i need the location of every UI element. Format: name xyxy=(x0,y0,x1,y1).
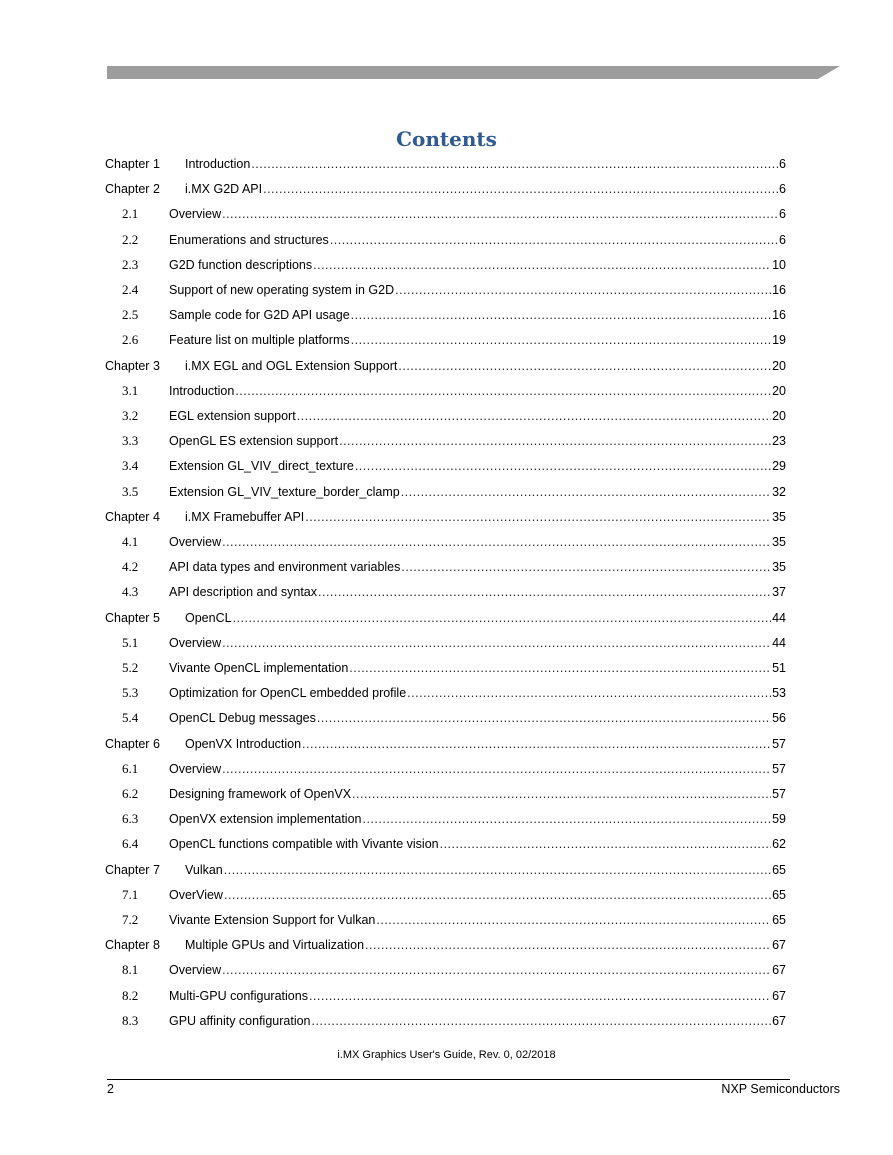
toc-entry-page: 6 xyxy=(779,182,786,197)
toc-entry-number: 7.1 xyxy=(122,886,139,902)
dot-leader xyxy=(233,607,772,629)
dot-leader xyxy=(251,153,778,175)
toc-entry-link[interactable] xyxy=(169,959,786,981)
toc-entry[interactable] xyxy=(0,254,893,276)
toc-entry-number: 5.1 xyxy=(122,634,139,650)
dot-leader xyxy=(318,581,771,603)
toc-entry[interactable] xyxy=(0,859,893,881)
dot-leader xyxy=(317,707,771,729)
toc-entry[interactable] xyxy=(0,934,893,956)
toc-entry[interactable] xyxy=(0,985,893,1007)
toc-entry[interactable] xyxy=(0,229,893,251)
toc-entry-link[interactable] xyxy=(169,808,786,830)
toc-entry-number: 3.4 xyxy=(122,458,139,474)
toc-entry-title: OpenCL Debug messages xyxy=(169,711,316,726)
dot-leader xyxy=(313,254,771,276)
toc-entry-page: 35 xyxy=(772,535,786,549)
toc-entry-number: Chapter 4 xyxy=(105,509,160,524)
toc-entry-link[interactable] xyxy=(185,506,786,528)
toc-entry-link[interactable] xyxy=(169,985,786,1007)
toc-entry-number: 4.1 xyxy=(122,534,139,549)
toc-entry[interactable] xyxy=(0,909,893,931)
toc-entry-page: 32 xyxy=(772,484,786,499)
toc-entry-link[interactable] xyxy=(169,657,786,679)
toc-entry[interactable] xyxy=(0,783,893,805)
toc-entry[interactable] xyxy=(0,329,893,351)
toc-entry-link[interactable] xyxy=(169,833,786,855)
toc-entry[interactable] xyxy=(0,1010,893,1032)
footer-page-number: 2 xyxy=(107,1082,114,1096)
toc-entry[interactable] xyxy=(0,959,893,981)
toc-entry-number: 8.1 xyxy=(122,962,139,978)
toc-entry-page: 16 xyxy=(772,308,786,323)
toc-entry-link[interactable] xyxy=(185,607,786,629)
toc-entry[interactable] xyxy=(0,632,893,654)
toc-entry-title: Vivante Extension Support for Vulkan xyxy=(169,913,376,927)
toc-entry-link[interactable] xyxy=(185,355,786,377)
toc-entry-link[interactable] xyxy=(185,733,786,755)
toc-entry-number: Chapter 1 xyxy=(105,157,160,171)
toc-entry-page: 59 xyxy=(772,812,786,827)
dot-leader xyxy=(398,355,771,377)
toc-entry[interactable] xyxy=(0,430,893,452)
toc-entry-link[interactable] xyxy=(169,707,786,729)
toc-entry-page: 35 xyxy=(772,560,786,575)
toc-entry-title: Overview xyxy=(169,207,222,222)
footer-doc-title: i.MX Graphics User's Guide, Rev. 0, 02/2018 xyxy=(337,1049,556,1061)
footer-divider xyxy=(107,1079,790,1080)
toc-entry[interactable] xyxy=(0,758,893,780)
dot-leader xyxy=(222,203,778,225)
toc-entry-title: Optimization for OpenCL embedded profile xyxy=(169,686,407,701)
toc-entry-number: Chapter 5 xyxy=(105,610,160,625)
toc-entry-page: 65 xyxy=(772,887,786,902)
toc-entry[interactable] xyxy=(0,707,893,729)
toc-entry-number: Chapter 6 xyxy=(105,736,160,751)
toc-entry-number: 6.4 xyxy=(122,836,139,852)
toc-entry[interactable] xyxy=(0,657,893,679)
toc-entry-link[interactable] xyxy=(169,203,786,225)
dot-leader xyxy=(401,556,771,578)
toc-entry-page: 65 xyxy=(772,913,786,927)
toc-entry[interactable] xyxy=(0,355,893,377)
toc-entry-link[interactable] xyxy=(169,1010,786,1032)
toc-entry-number: Chapter 2 xyxy=(105,182,160,197)
toc-entry-number: 3.5 xyxy=(122,483,139,499)
dot-leader xyxy=(222,531,771,553)
toc-entry-page: 57 xyxy=(772,761,786,776)
footer-company: NXP Semiconductors xyxy=(721,1082,840,1096)
toc-entry-title: Overview xyxy=(169,963,222,978)
toc-entry[interactable] xyxy=(0,481,893,503)
toc-entry-page: 10 xyxy=(772,257,786,272)
toc-entry-link[interactable] xyxy=(169,783,786,805)
toc-entry-number: 5.2 xyxy=(122,660,139,675)
toc-entry-link[interactable] xyxy=(169,632,786,654)
toc-entry-title: Extension GL_VIV_texture_border_clamp xyxy=(169,484,400,499)
toc-entry-title: Overview xyxy=(169,635,222,650)
dot-leader xyxy=(339,430,771,452)
dot-leader xyxy=(351,304,771,326)
toc-entry[interactable] xyxy=(0,682,893,704)
toc-entry-number: 3.3 xyxy=(122,433,139,449)
toc-entry-page: 20 xyxy=(772,409,786,423)
toc-entry-title: Support of new operating system in G2D xyxy=(169,283,395,297)
toc-entry-title: Introduction xyxy=(169,383,235,398)
toc-entry-page: 23 xyxy=(772,434,786,449)
toc-entry-link[interactable] xyxy=(169,380,786,402)
toc-entry-number: 5.3 xyxy=(122,685,139,701)
toc-entry-title: OpenCL functions compatible with Vivante vision xyxy=(169,837,439,852)
toc-entry-title: GPU affinity configuration xyxy=(169,1013,311,1028)
toc-entry-link[interactable] xyxy=(169,909,786,931)
toc-entry[interactable] xyxy=(0,733,893,755)
toc-entry-number: 2.5 xyxy=(122,307,139,323)
toc-entry[interactable] xyxy=(0,153,893,175)
toc-entry-page: 67 xyxy=(772,963,786,978)
toc-entry-page: 51 xyxy=(772,661,786,675)
toc-entry-title: G2D function descriptions xyxy=(169,257,313,272)
toc-entry-link[interactable] xyxy=(185,153,786,175)
toc-entry-link[interactable] xyxy=(185,934,786,956)
toc-entry-number: 7.2 xyxy=(122,912,139,927)
toc-entry-page: 20 xyxy=(772,358,786,373)
toc-entry-title: API data types and environment variables xyxy=(169,560,401,575)
toc-entry-number: 2.1 xyxy=(122,206,139,222)
toc-entry-title: i.MX Framebuffer API xyxy=(185,509,305,524)
toc-entry-page: 67 xyxy=(772,988,786,1003)
toc-entry-link[interactable] xyxy=(169,556,786,578)
toc-entry[interactable] xyxy=(0,405,893,427)
toc-entry-page: 56 xyxy=(772,711,786,726)
toc-entry[interactable] xyxy=(0,808,893,830)
toc-entry-page: 6 xyxy=(779,157,786,171)
toc-entry-page: 6 xyxy=(779,207,786,222)
toc-entry-link[interactable] xyxy=(169,481,786,503)
dot-leader xyxy=(365,934,771,956)
toc-entry-number: 3.2 xyxy=(122,408,139,423)
toc-entry-title: Feature list on multiple platforms xyxy=(169,333,350,348)
toc-entry-number: 6.1 xyxy=(122,760,139,776)
toc-entry-link[interactable] xyxy=(169,304,786,326)
dot-leader xyxy=(330,229,778,251)
toc-entry-number: 2.4 xyxy=(122,282,139,297)
toc-entry-link[interactable] xyxy=(169,254,786,276)
toc-entry-page: 67 xyxy=(772,938,786,953)
toc-entry-page: 67 xyxy=(772,1013,786,1028)
dot-leader xyxy=(235,380,771,402)
toc-entry-link[interactable] xyxy=(169,884,786,906)
toc-entry[interactable] xyxy=(0,556,893,578)
toc-entry-link[interactable] xyxy=(169,758,786,780)
toc-entry[interactable] xyxy=(0,531,893,553)
toc-entry-number: 2.6 xyxy=(122,332,139,348)
toc-entry[interactable] xyxy=(0,380,893,402)
toc-entry-number: Chapter 7 xyxy=(105,862,160,877)
toc-entry-title: Multi-GPU configurations xyxy=(169,988,308,1003)
toc-entry[interactable] xyxy=(0,203,893,225)
toc-entry[interactable] xyxy=(0,581,893,603)
dot-leader xyxy=(222,632,771,654)
toc-entry-title: Extension GL_VIV_direct_texture xyxy=(169,459,354,474)
toc-entry-page: 6 xyxy=(779,232,786,247)
dot-leader xyxy=(351,329,771,351)
toc-entry-page: 37 xyxy=(772,585,786,600)
toc-entry-page: 44 xyxy=(772,635,786,650)
dot-leader xyxy=(305,506,771,528)
toc-entry-number: 2.3 xyxy=(122,256,139,272)
toc-entry-title: Sample code for G2D API usage xyxy=(169,308,350,323)
toc-entry-link[interactable] xyxy=(169,682,786,704)
dot-leader xyxy=(352,783,771,805)
dot-leader xyxy=(297,405,771,427)
dot-leader xyxy=(407,682,771,704)
toc-entry-title: OpenGL ES extension support xyxy=(169,434,339,449)
header-bar xyxy=(107,66,840,79)
toc-entry-number: 3.1 xyxy=(122,382,139,398)
toc-entry-number: 2.2 xyxy=(122,231,139,247)
toc-entry-title: i.MX G2D API xyxy=(185,182,263,197)
toc-entry-page: 35 xyxy=(772,509,786,524)
toc-entry-page: 16 xyxy=(772,283,786,297)
toc-entry[interactable] xyxy=(0,884,893,906)
toc-entry-number: 6.3 xyxy=(122,811,139,827)
dot-leader xyxy=(222,758,771,780)
toc-entry-number: 5.4 xyxy=(122,710,139,726)
toc-entry-title: Overview xyxy=(169,761,222,776)
toc-entry-number: 8.3 xyxy=(122,1012,139,1028)
toc-entry-title: Designing framework of OpenVX xyxy=(169,787,352,801)
toc-entry-number: 8.2 xyxy=(122,987,139,1003)
dot-leader xyxy=(309,985,771,1007)
dot-leader xyxy=(349,657,771,679)
toc-entry-link[interactable] xyxy=(169,329,786,351)
toc-entry[interactable] xyxy=(0,304,893,326)
page-title: Contents xyxy=(396,127,497,151)
toc-entry-page: 29 xyxy=(772,459,786,474)
toc-entry-page: 57 xyxy=(772,787,786,801)
toc-entry[interactable] xyxy=(0,178,893,200)
dot-leader xyxy=(376,909,771,931)
toc-entry-link[interactable] xyxy=(185,178,786,200)
dot-leader xyxy=(312,1010,772,1032)
toc-entry[interactable] xyxy=(0,506,893,528)
toc-entry[interactable] xyxy=(0,455,893,477)
toc-entry-title: OpenVX extension implementation xyxy=(169,812,362,827)
dot-leader xyxy=(263,178,778,200)
dot-leader xyxy=(401,481,771,503)
toc-entry-title: Introduction xyxy=(185,157,251,171)
toc-entry-link[interactable] xyxy=(169,531,786,553)
toc-entry-title: Multiple GPUs and Virtualization xyxy=(185,938,365,953)
toc-entry-link[interactable] xyxy=(169,581,786,603)
dot-leader xyxy=(395,279,771,301)
toc-entry-title: OpenCL xyxy=(185,610,232,625)
toc-entry-number: Chapter 3 xyxy=(105,358,160,373)
toc-entry-title: Vivante OpenCL implementation xyxy=(169,661,349,675)
toc-entry-title: Enumerations and structures xyxy=(169,232,329,247)
toc-entry-page: 19 xyxy=(772,333,786,348)
toc-entry-number: Chapter 8 xyxy=(105,938,160,953)
toc-entry-link[interactable] xyxy=(169,279,786,301)
toc-entry-title: Overview xyxy=(169,535,222,549)
toc-entry-page: 62 xyxy=(772,837,786,852)
dot-leader xyxy=(302,733,771,755)
toc-entry-page: 65 xyxy=(772,862,786,877)
toc-entry-link[interactable] xyxy=(169,229,786,251)
dot-leader xyxy=(440,833,772,855)
dot-leader xyxy=(362,808,771,830)
toc-entry[interactable] xyxy=(0,607,893,629)
toc-entry-number: 4.3 xyxy=(122,584,139,600)
dot-leader xyxy=(224,884,771,906)
toc-entry-title: API description and syntax xyxy=(169,585,317,600)
toc-entry-page: 20 xyxy=(772,383,786,398)
toc-entry[interactable] xyxy=(0,279,893,301)
toc-entry-title: Vulkan xyxy=(185,862,223,877)
toc-entry-title: OpenVX Introduction xyxy=(185,736,302,751)
toc-entry-link[interactable] xyxy=(169,455,786,477)
dot-leader xyxy=(355,455,771,477)
toc-entry-page: 53 xyxy=(772,686,786,701)
toc-entry-number: 6.2 xyxy=(122,786,139,801)
toc-entry-link[interactable] xyxy=(169,430,786,452)
toc-entry-page: 57 xyxy=(772,736,786,751)
toc-entry-title: OverView xyxy=(169,887,223,902)
toc-entry[interactable] xyxy=(0,833,893,855)
toc-entry-number: 4.2 xyxy=(122,559,139,575)
toc-entry-link[interactable] xyxy=(185,859,786,881)
dot-leader xyxy=(222,959,771,981)
toc-entry-page: 44 xyxy=(772,610,786,625)
toc-entry-title: i.MX EGL and OGL Extension Support xyxy=(185,358,398,373)
toc-entry-link[interactable] xyxy=(169,405,786,427)
dot-leader xyxy=(224,859,771,881)
toc-entry-title: EGL extension support xyxy=(169,409,296,423)
